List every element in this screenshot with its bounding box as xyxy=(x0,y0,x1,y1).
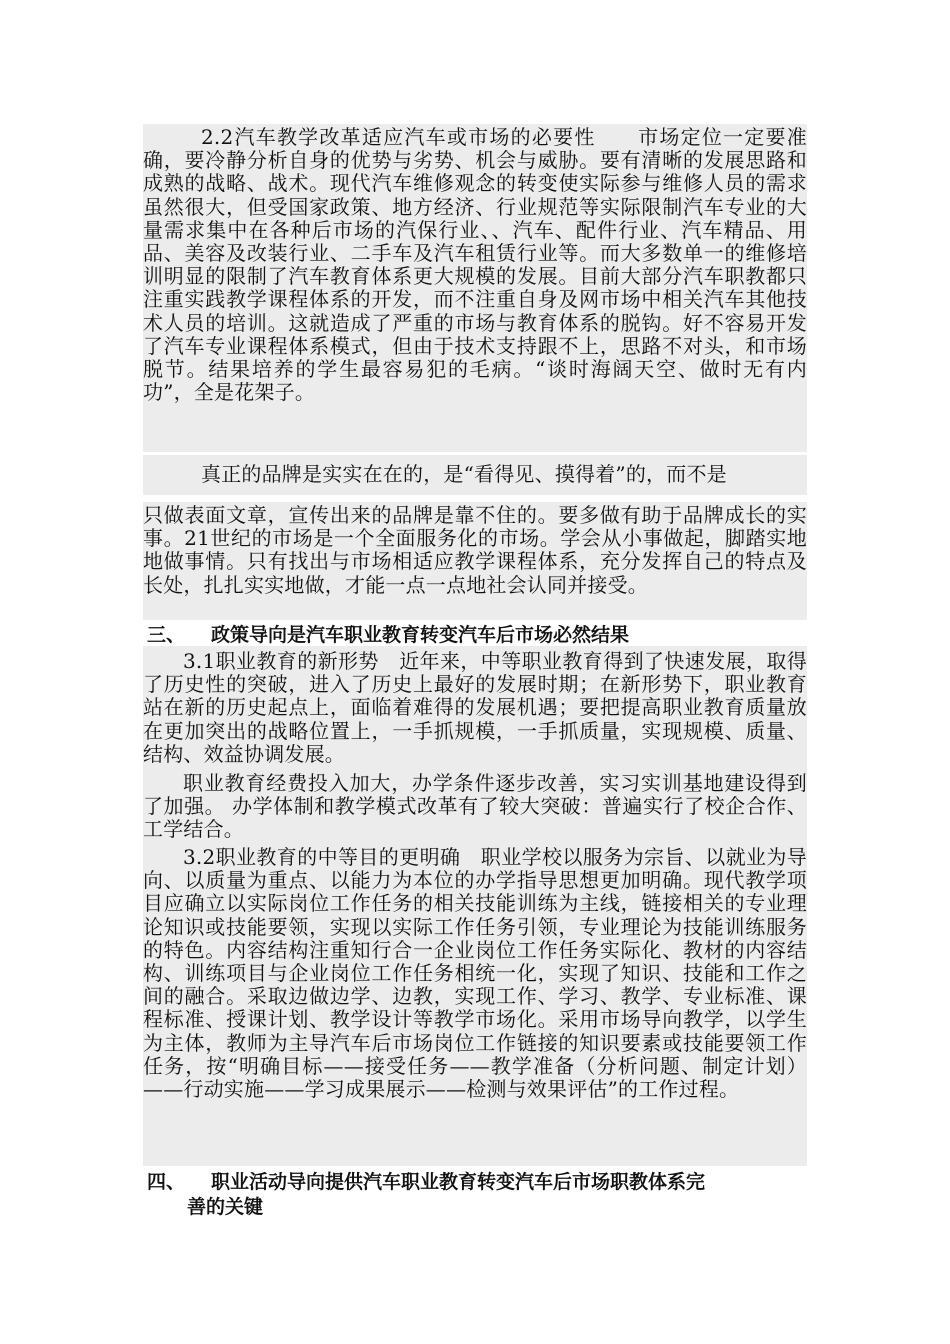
paragraph-3-1-funding: 职业教育经费投入加大，办学条件逐步改善，实习实训基地建设得到了加强。 办学体制和教学模式改革有了较大突破：普遍实行了校企合作、工学结合。 xyxy=(143,771,807,842)
section-3-heading xyxy=(147,623,811,648)
section-4-number: 四、 xyxy=(147,1171,186,1193)
paragraph-3-1: 3.1职业教育的新形势 近年来，中等职业教育得到了快速发展，取得了历史性的突破，进入了历史上最好的发展时期；在新形势下，职业教育站在新的历史起点上，面临着难得的发展机遇；要把提高职业教育质量放在更加突出的战略位置上，一手抓规模，一手抓质量，实现规模、质量、结构、效益协调发展。 xyxy=(143,649,807,766)
paragraph-brand-first-line: 真正的品牌是实实在在的，是“看得见、摸得着”的，而不是 xyxy=(201,462,727,486)
section-3-number: 三、 xyxy=(147,624,186,646)
paragraph-2-2: 2.2汽车教学改革适应汽车或市场的必要性 市场定位一定要准确，要冷静分析自身的优势与劣势、机会与威胁。要有清晰的发展思路和成熟的战略、战术。现代汽车维修观念的转变使实际参与维修人员的需求虽然很大，但受国家政策、地方经济、行业规范等实际限制汽车专业的大量需求集中在各种后市场的汽保行业、、汽车、配件行业、汽车精品、用品、美容及改装行业、二手车及汽车租赁行业等。而大多数单一的维修培训明显的限制了汽车教育体系更大规模的发展。目前大部分汽车职教都只注重实践教学课程体系的开发，而不注重自身及网市场中相关汽车其他技术人员的培训。这就造成了严重的市场与教育体系的脱钩。好不容易开发了汽车专业课程体系模式，但由于技术支持跟不上，思路不对头，和市场脱节。结果培养的学生最容易犯的毛病。“谈时海阔天空、做时无有内功”，全是花架子。 xyxy=(143,125,807,405)
section-3-title: 政策导向是汽车职业教育转变汽车后市场必然结果 xyxy=(211,624,630,646)
paragraph-3-2: 3.2职业教育的中等目的更明确 职业学校以服务为宗旨、以就业为导向、以质量为重点、以能力为本位的办学指导思想更加明确。现代教学项目应确立以实际岗位工作任务的相关技能训练为主线，链接相关的专业理论知识或技能要领，实现以实际工作任务引领，专业理论为技能训练服务的特色。内容结构注重知行合一企业岗位工作任务实际化、教材的内容结构、训练项目与企业岗位工作任务相统一化，实现了知识、技能和工作之间的融合。采取边做边学、边教，实现工作、学习、教学、专业标准、课程标准、授课计划、教学设计等教学市场化。采用市场导向教学，以学生为主体，教师为主导汽车后市场岗位工作链接的知识要素或技能要领工作任务，按“明确目标——接受任务——教学准备（分析问题、制定计划）——行动实施——学习成果展示——检测与效果评估”的工作过程。 xyxy=(143,845,807,1102)
section-4-heading xyxy=(147,1170,811,1220)
section-4-title-line2: 善的关键 xyxy=(187,1196,264,1218)
paragraph-brand-continued: 只做表面文章，宣传出来的品牌是靠不住的。要多做有助于品牌成长的实事。21世纪的市场是一个全面服务化的市场。学会从小事做起，脚踏实地地做事情。只有找出与市场相适应教学课程体系，充分发挥自己的特点及长处，扎扎实实地做，才能一点一点地社会认同并接受。 xyxy=(143,503,807,597)
section-4-title-line1: 职业活动导向提供汽车职业教育转变汽车后市场职教体系完 xyxy=(211,1171,706,1193)
